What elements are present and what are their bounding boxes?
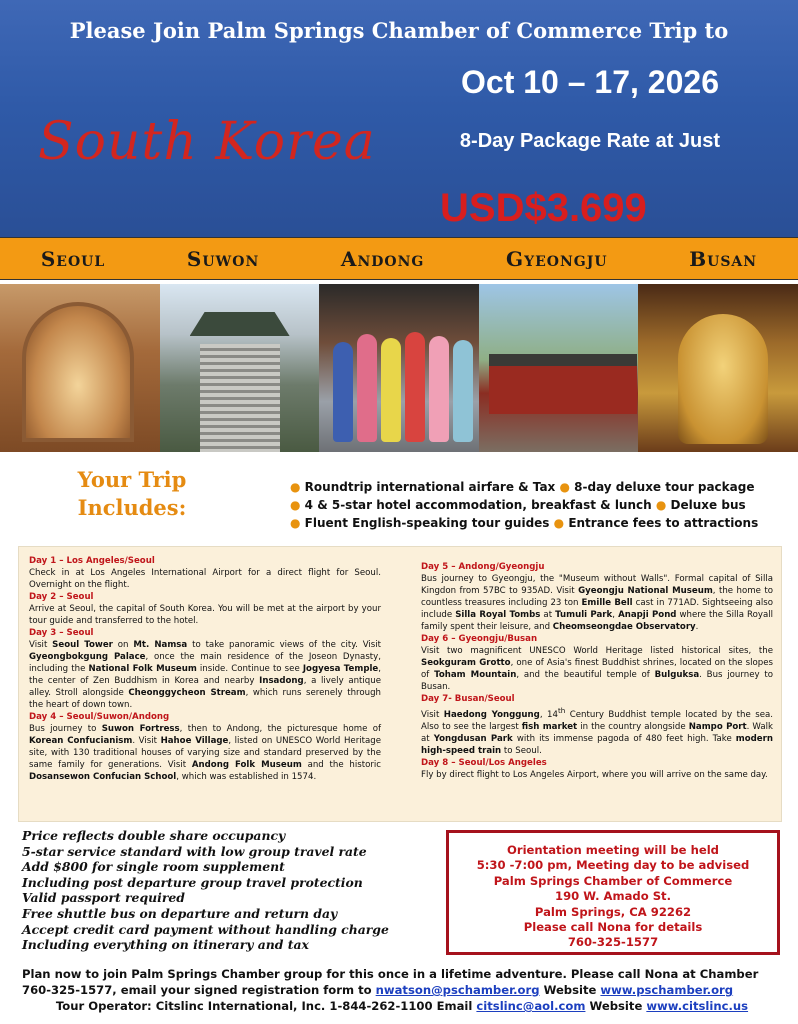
trip-dates: Oct 10 – 17, 2026 xyxy=(461,64,719,100)
itinerary-right-column: Day 5 – Andong/Gyeongju Bus journey to Gyeongju, the "Museum without Walls". Formal capital of Silla Kingdon from 57BC to 935AD. Visit Gyeongju National Museum, the home to countless treasures including 23 ton Emille Bell cast in 771AD. Sightseeing also include Silla Royal Tombs at Tumuli Park, Anapji Pond where the Silla Royall family spent their leisure, and Cheomseongdae Observatory. Day 6 – Gyeongju/Busan Visit two magnificent UNESCO World Heritage listed historical sites, the Seokguram Grotto, one of Asia's finest Buddhist shrines, located on the slopes of Toham Mountain, and the beautiful temple of Bulguksa. Bus journey to Busan. Day 7- Busan/Seoul Visit Haedong Yonggung, 14th Century Buddhist temple located by the sea. Also to see the largest fish market in the country alongside Nampo Port. Walk at Yongdusan Park with its immense pagoda of 480 feet high. Take modern high-speed train to Seoul. Day 8 – Seoul/Los Angeles Fly by direct flight to Los Angeles Airport, where you will arrive on the same day. xyxy=(421,562,774,780)
city-suwon: Suwon xyxy=(186,246,260,271)
day-heading: Day 7- Busan/Seoul xyxy=(421,694,515,704)
operator-email-link[interactable]: citslinc@aol.com xyxy=(476,999,586,1013)
itinerary-left-column: Day 1 – Los Angeles/Seoul Check in at Los Angeles International Airport for a direct flight for Seoul. Overnight on the flight. Day 2 – Seoul Arrive at Seoul, the capital of South Korea. You will be met at the airport by your tour guide and transferred to the hotel. Day 3 – Seoul Visit Seoul Tower on Mt. Namsa to take panoramic views of the city. Visit Gyeongbokgung Palace, once the main residence of the Joseon Dynasty, including the National Folk Museum inside. Continue to see Jogyesa Temple, the center of Zen Buddhism in Korea and nearby Insadong, a lively antique alley. Stroll alongside Cheonggycheon Stream, which runs serenely through the heart of down town. Day 4 – Seoul/Suwon/Andong Bus journey to Suwon Fortress, then to Andong, the picturesque home of Korean Confucianism. Visit Hahoe Village, listed on UNESCO World Heritage site, with 130 traditional houses of varying size and standard preserved by the same family for generations. Visit Andong Folk Museum and the historic Dosansewon Confucian School, which was established in 1574. xyxy=(29,556,382,782)
hanbok-women-photo xyxy=(319,284,479,452)
terms-notes xyxy=(22,828,442,953)
header-banner xyxy=(0,0,798,237)
grotto-buddha-photo xyxy=(0,284,160,452)
note-line: Including post departure group travel protection xyxy=(22,874,363,890)
day-heading: Day 4 – Seoul/Suwon/Andong xyxy=(29,712,170,722)
note-line: Accept credit card payment without handling charge xyxy=(22,921,389,937)
palace-hall-photo xyxy=(479,284,639,452)
note-line: Valid passport required xyxy=(22,890,185,906)
orientation-box: Orientation meeting will be held 5:30 -7:00 pm, Meeting day to be advised Palm Springs Chamber of Commerce 190 W. Amado St. Palm Springs, CA 92262 Please call Nona for details 760-325-1577 xyxy=(446,830,780,955)
trip-includes-section xyxy=(0,452,798,542)
note-line: Price reflects double share occupancy xyxy=(22,828,286,843)
day-heading: Day 5 – Andong/Gyeongju xyxy=(421,562,545,572)
operator-website-link[interactable]: www.citslinc.us xyxy=(646,999,749,1013)
itinerary-box xyxy=(18,546,782,822)
temple-buddha-photo xyxy=(638,284,798,452)
note-line: Add $800 for single room supplement xyxy=(22,859,285,875)
city-andong: Andong xyxy=(340,246,425,271)
day-heading: Day 1 – Los Angeles/Seoul xyxy=(29,556,155,566)
chamber-email-link[interactable]: nwatson@pschamber.org xyxy=(375,983,540,997)
city-bar xyxy=(0,237,798,280)
includes-list: ● Roundtrip international airfare & Tax ● 8-day deluxe tour package ● 4 & 5-star hotel accommodation, breakfast & lunch ● Deluxe bus ● Fluent English-speaking tour guides ● Entrance fees to attractions xyxy=(290,480,759,530)
destination-title: South Korea xyxy=(38,112,376,172)
note-line: Including everything on itinerary and tax xyxy=(22,937,309,953)
city-busan: Busan xyxy=(689,246,758,271)
day-heading: Day 3 – Seoul xyxy=(29,628,94,638)
city-gyeongju: Gyeongju xyxy=(506,246,608,271)
photo-strip xyxy=(0,284,798,452)
chamber-website-link[interactable]: www.pschamber.org xyxy=(600,983,734,997)
note-line: Free shuttle bus on departure and return day xyxy=(22,905,338,921)
includes-title: Your Trip Includes: xyxy=(77,467,187,520)
day-heading: Day 6 – Gyeongju/Busan xyxy=(421,634,538,644)
footer-contact: Plan now to join Palm Springs Chamber group for this once in a lifetime adventure. Please call Nona at Chamber 760-325-1577, email your signed registration form to nwatson@pschamber.org Website www.pschamber.org Tour Operator: Citslinc International, Inc. 1-844-262-1100 Email citslinc@aol.com Website www.citslinc.us xyxy=(22,967,759,1013)
invite-heading: Please Join Palm Springs Chamber of Commerce Trip to xyxy=(69,18,729,43)
city-seoul: Seoul xyxy=(40,246,106,271)
package-price: USD$3.699 xyxy=(440,186,647,230)
rate-label: 8-Day Package Rate at Just xyxy=(459,130,721,152)
fortress-stairs-photo xyxy=(160,284,320,452)
day-heading: Day 8 – Seoul/Los Angeles xyxy=(421,757,547,768)
note-line: 5-star service standard with low group travel rate xyxy=(22,843,367,859)
day-heading: Day 2 – Seoul xyxy=(29,592,94,602)
